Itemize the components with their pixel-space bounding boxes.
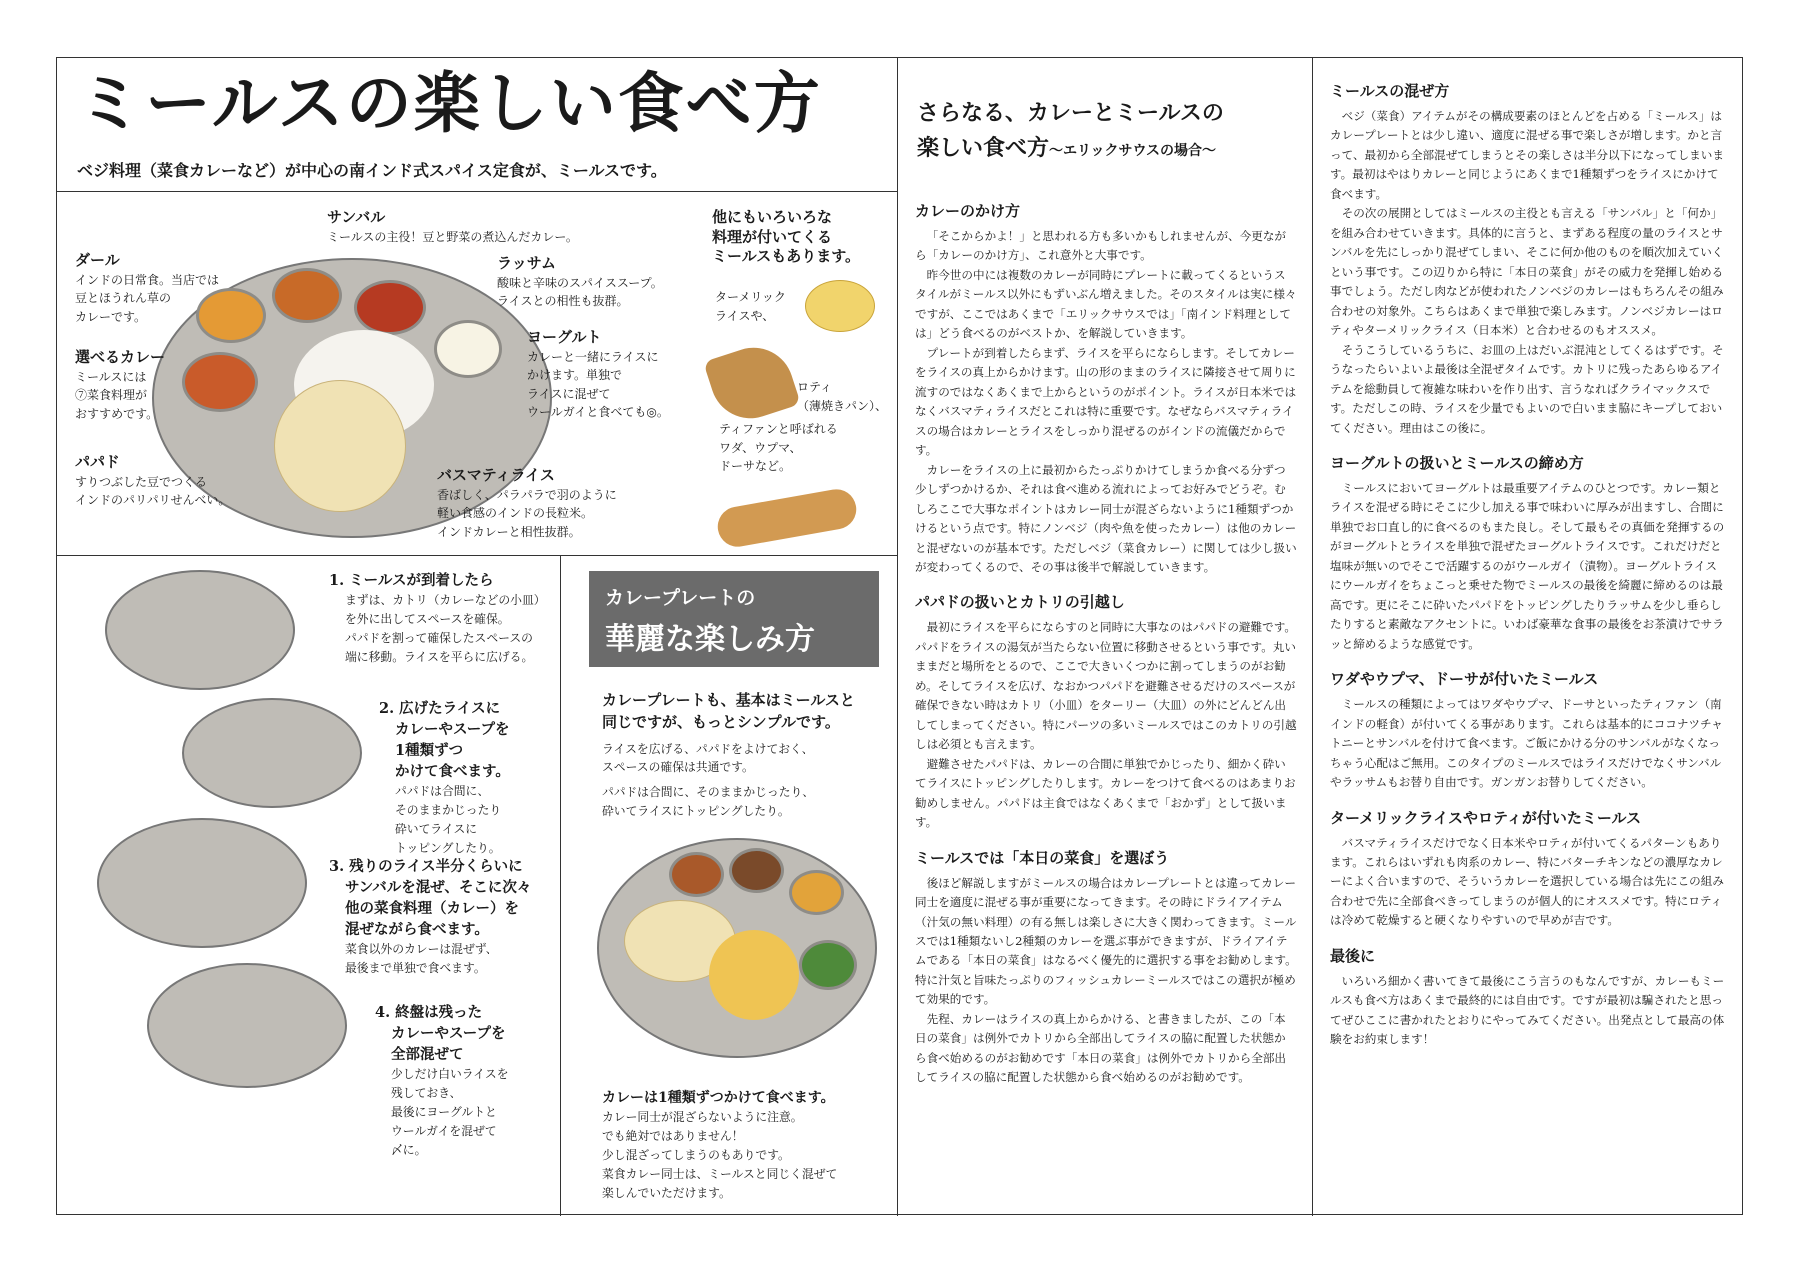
- paragraph: その次の展開としてはミールスの主役とも言える「サンバル」と「何か」を組み合わせていきます。具体的に言うと、まずある程度の量のライスとサンバルを先にしっかり混ぜてしまい、そこに何か他のものを順次加えていくという事です。この辺りから特に「本日の菜食」がその威力を発揮し始める事でしょう。ただし肉などが使われたノンベジのカレーはもちろんその組み合わせの対象外。こちらはあくまで単独で楽しみます。ノンベジカレーはロティやターメリックライス（日本米）と合わせるのもオススメ。: [1330, 206, 1724, 338]
- label-choose-line: ⑦菜食料理が: [75, 388, 148, 403]
- paragraph: バスマティライスだけでなく日本米やロティが付いてくるパターンもあります。これらはいずれも肉系のカレー、特にバターチキンなどの濃厚なカレーによく合いますので、そういうカレーを選択している場合は先にこの組み合わせで先に全部食べきってしまうのが個人的にオススメです。特にロティは冷めて乾燥すると硬くなりやすいので早めが吉です。: [1330, 835, 1724, 928]
- label-dal-line: 豆とほうれん草の: [75, 291, 172, 306]
- section-heading: ミールスの混ぜ方: [1330, 82, 1450, 100]
- curry-plate-illustration: [597, 838, 877, 1058]
- step-1: [329, 570, 546, 667]
- label-dal-line: インドの日常食。当店では: [75, 272, 220, 287]
- label-yogurt-line: カレーと一緒にライスに: [527, 349, 659, 364]
- paragraph: いろいろ細かく書いてきて最後にこう言うのもなんですが、カレーもミールスも食べ方はあくまで最終的には自由です。ですが最初は騙されたと思ってぜひここに書かれたとおりにやってみてください。出発点として最高の体験をお約束します！: [1330, 973, 1725, 1047]
- curry-lead-line: 同じですが、もっとシンプルです。: [602, 712, 840, 731]
- banner-line2: 華麗な楽しみ方: [605, 622, 815, 657]
- label-sambar: [327, 208, 578, 246]
- curry-bottom-heading: カレーは1種類ずつかけて食べます。: [602, 1090, 835, 1106]
- label-turmeric: [715, 288, 786, 325]
- section-heading: カレーのかけ方: [915, 202, 1021, 220]
- step-4: [375, 1002, 509, 1159]
- label-roti: [797, 378, 887, 415]
- plate-curry-bowl: [729, 848, 784, 893]
- label-basmati-line: 軽い食感のインドの長粒米。: [437, 506, 594, 521]
- curry-bottom-line: 菜食カレー同士は、ミールスと同じく混ぜて: [602, 1166, 838, 1181]
- curry-bowl: [182, 352, 258, 412]
- label-sambar-text: ミールスの主役！豆と野菜の煮込んだカレー。: [327, 229, 578, 244]
- paragraph: 最初にライスを平らにならすのと同時に大事なのはパパドの避難です。パパドをライスの湯気が当たらない位置に移動させるという事です。丸いままだと場所をとるので、ここで大きいくつかに割ってしまうのがお勧め。そしてライスを広げ、なおかつパパドを避難させるだけのスペースが確保できない時はカトリ（小皿）をターリー（大皿）の外にどんどん出してしまってください。特にパーツの多いミールスではこのカトリの引越しは必須とも言えます。: [915, 620, 1297, 752]
- curry-plate-intro: [602, 690, 887, 821]
- divider-center: [897, 58, 898, 1216]
- rasam-bowl: [354, 280, 426, 335]
- step-4-line: ウールガイを混ぜて: [391, 1123, 497, 1138]
- turmeric-line: ライスや、: [715, 308, 775, 323]
- paragraph: 「そこからかよ！」と思われる方も多いかもしれませんが、今更ながら「カレーのかけ方」、これ意外と大事です。: [915, 229, 1287, 263]
- label-dal-heading: ダール: [75, 251, 120, 269]
- step-4-heading: カレーやスープを: [391, 1025, 506, 1043]
- curry-bottom-line: でも絶対ではありません！: [602, 1129, 744, 1144]
- label-choose-line: おすすめです。: [75, 406, 159, 421]
- label-choose-line: ミールスには: [75, 369, 147, 384]
- paragraph: ミールスにおいてヨーグルトは最重要アイテムのひとつです。カレー類とライスを混ぜる時にそこに少し加える事で味わいに厚みが出ますし、合間に単独でお口直し的に食べるのもまた良し。そして最もその真価を発揮するのがヨーグルトとライスを単独で混ぜたヨーグルトライスです。これだけだと塩味が無いのでそこで活躍するのがウールガイ（漬物）。ヨーグルトライスにウールガイをちょこっと乗せた物でミールスの最後を綺麗に締めるのは最高です。更にそこに砕いたパパドをトッピングしたりラッサムを少し垂らしたりすると素敵なアクセントに。いわば豪華な食事の最後をお茶漬けでサラッと締めるような感覚です。: [1330, 480, 1725, 651]
- step-2-heading: カレーやスープを: [395, 721, 510, 739]
- paragraph: ベジ（菜食）アイテムがその構成要素のほとんどを占める「ミールス」はカレープレートとは少し違い、適度に混ぜる事で楽しさが増します。かと言って、最初から全部混ぜてしまうとその楽しさは半分以下になってしまいます。最初はやはりカレーと同じようにあくまで1種類ずつをライスにかけて食べます。: [1330, 109, 1724, 201]
- paragraph: カレーをライスの上に最初からたっぷりかけてしまうか食べる分ずつ少しずつかけるか、それは食べ進める流れによってお好みでどうぞ。むしろここで大事なポイントはカレー同士が混ざらないように1種類ずつかけるという点です。特にノンベジ（肉や魚を使ったカレー）は他のカレーと混ぜないのが基本です。ただしベジ（菜食カレー）に関しては少し扱いが変わってくるので、その事は後半で解説していきます。: [915, 462, 1297, 574]
- banner-line1: カレープレートの: [605, 587, 756, 609]
- section-heading: パパドの扱いとカトリの引越し: [915, 593, 1125, 612]
- step1-illustration: [105, 570, 295, 690]
- step-4-heading: 4. 終盤は残った: [375, 1004, 483, 1021]
- curry-plate-banner: [589, 571, 879, 667]
- curry-lead-line: カレープレートも、基本はミールスと: [602, 691, 855, 709]
- divider-title: [57, 191, 897, 192]
- right-title-sub: ～エリックサウスの場合～: [1049, 143, 1217, 160]
- step-2-line: トッピングしたり。: [395, 840, 501, 855]
- step4-illustration: [147, 963, 347, 1088]
- label-basmati-line: インドカレーと相性抜群。: [437, 524, 581, 539]
- curry-t2-line: パパドは合間に、そのままかじったり、: [602, 785, 815, 800]
- tiffin-line: ワダ、ウプマ、: [719, 440, 802, 455]
- turmeric-rice-illustration: [805, 280, 875, 332]
- label-rasam: [497, 254, 663, 311]
- papad-disc: [274, 380, 406, 512]
- curry-t1-line: ライスを広げる、パパドをよけておく、: [602, 741, 814, 756]
- article-column-2: [1330, 66, 1726, 1050]
- label-rasam-heading: ラッサム: [497, 254, 556, 272]
- step-4-line: 少しだけ白いライスを: [391, 1067, 509, 1082]
- step-3-heading: 3. 残りのライス半分くらいに: [329, 858, 523, 875]
- step-3-heading: 他の菜食料理（カレー）を: [345, 900, 519, 918]
- step2-illustration: [182, 698, 362, 808]
- step-1-line: を外に出してスペースを確保。: [345, 611, 510, 626]
- label-basmati-line: 香ばしく、パラパラで羽のように: [437, 487, 617, 502]
- label-choose-curry: [75, 348, 165, 423]
- label-papad: [75, 453, 230, 510]
- step3-illustration: [97, 818, 307, 948]
- label-choose-heading: 選べるカレー: [75, 348, 166, 366]
- step-4-line: 最後にヨーグルトと: [391, 1104, 497, 1119]
- label-papad-line: インドのパリパリせんべい。: [75, 493, 231, 508]
- section-heading: ワダやウプマ、ドーサが付いたミールス: [1330, 670, 1599, 689]
- plate-curry-bowl: [669, 852, 724, 897]
- label-dal: [75, 251, 219, 326]
- others-heading-line: ミールスもあります。: [712, 247, 861, 265]
- label-yogurt-line: かけます。単独で: [527, 368, 623, 383]
- step-2-heading: かけて食べます。: [395, 763, 510, 781]
- section-heading: ミールスでは「本日の菜食」を選ぼう: [915, 848, 1170, 867]
- right-title-line1: さらなる、カレーとミールスの: [917, 100, 1224, 126]
- label-basmati-heading: バスマティライス: [437, 466, 555, 484]
- label-other-items: [712, 208, 860, 267]
- right-title-line2: 楽しい食べ方: [917, 135, 1050, 162]
- yogurt-bowl: [434, 320, 502, 378]
- turmeric-line: ターメリック: [715, 290, 786, 304]
- curry-bottom-line: カレー同士が混ざらないように注意。: [602, 1110, 803, 1125]
- step-2-line: 砕いてライスに: [395, 821, 478, 836]
- paragraph: 昨今世の中には複数のカレーが同時にプレートに載ってくるというスタイルがミールス以外にもずいぶん増えました。そのスタイルは実に様々ですが、ここではあくまで「エリックサウスでは」「南インド料理としては」どう食べるのがベストか、を解説していきます。: [915, 267, 1297, 341]
- paragraph: 避難させたパパドは、カレーの合間に単独でかじったり、細かく砕いてライスにトッピングしたりします。カレーをつけて食べるのはあまりお勧めしません。パパドは主食ではなくあくまで「おかず」として扱います。: [915, 756, 1296, 830]
- step-2-line: そのままかじったり: [395, 802, 502, 817]
- label-rasam-line: 酸味と辛味のスパイススープ。: [497, 275, 663, 290]
- section-heading: 最後に: [1330, 946, 1376, 965]
- step-4-line: 〆に。: [391, 1142, 427, 1157]
- step-2-line: パパドは合間に、: [395, 784, 490, 799]
- step-3: [329, 856, 531, 978]
- paragraph: プレートが到着したらまず、ライスを平らにならします。そしてカレーをライスの真上からかけます。山の形のままのライスに隣接させて周りに流すのではなくあくまで上からというのがポイント。ライスが日本米ではなくバスマティライスだとこれは特に重要です。なぜならバスマティライスの場合はカレーとライスをしっかり混ぜるのがインドの流儀だからです。: [915, 345, 1297, 458]
- curry-t2-line: 砕いてライスにトッピングしたり。: [602, 804, 790, 819]
- step-1-line: まずは、カトリ（カレーなどの小皿）: [345, 593, 546, 608]
- label-dal-line: カレーです。: [75, 309, 147, 324]
- paragraph: 後ほど解説しますがミールスの場合はカレープレートとは違ってカレー同士を適度に混ぜる事が重要になってきます。その時にドライアイテム（汁気の無い料理）の有る無しは楽しさに大きく関わってきます。ミールスでは1種類ないし2種類のカレーを選ぶ事ができますが、ドライアイテムである「本日の菜食」はなるべく優先的に選択する事をお勧めします。特に汁気と旨味たっぷりのフィッシュカレーミールスではこの選択が極めて効果的です。: [915, 875, 1297, 1007]
- step-3-line: 菜食以外のカレーは混ぜず、: [345, 942, 498, 957]
- label-papad-line: すりつぶした豆でつくる: [75, 474, 208, 489]
- step-3-line: 最後まで単独で食べます。: [345, 960, 486, 975]
- curry-bottom-line: 楽しんでいただけます。: [602, 1185, 731, 1200]
- article-column-1: [915, 186, 1297, 1088]
- page-title: ミールスの楽しい食べ方: [77, 64, 822, 142]
- step-4-line: 残しておき、: [391, 1085, 462, 1100]
- divider-middle: [57, 555, 897, 556]
- plate-pickle-bowl: [799, 940, 857, 990]
- label-yogurt-line: ウールガイと食べても◎。: [527, 405, 669, 420]
- paragraph: そうこうしているうちに、お皿の上はだいぶ混沌としてくるはずです。そうなったらいよいよ最後は全混ぜタイムです。カトリに残ったあらゆるアイテムを総動員して複雑な味わいを作り出す、言うなればクライマックスです。ただしこの時、ライスを少量でもよいので白いまま脇にキープしておいてください。理由はこの後に。: [1330, 342, 1724, 435]
- others-heading-line: 料理が付いてくる: [712, 227, 833, 246]
- step-2-heading: 2. 広げたライスに: [379, 700, 501, 717]
- label-basmati: [437, 466, 617, 541]
- curry-bottom-line: 少し混ざってしまうのもありです。: [602, 1148, 790, 1163]
- label-yogurt: [527, 328, 669, 422]
- label-yogurt-line: ライスに混ぜて: [527, 386, 611, 401]
- step-4-heading: 全部混ぜて: [391, 1046, 464, 1064]
- step-1-line: 端に移動。ライスを平らに広げる。: [345, 649, 534, 664]
- roti-line: ロティ: [797, 380, 833, 394]
- label-papad-heading: パパド: [75, 453, 120, 471]
- page-sheet: [56, 57, 1743, 1215]
- step-3-heading: 混ぜながら食べます。: [345, 921, 489, 939]
- paragraph: 先程、カレーはライスの真上からかける、と書きましたが、この「本日の菜食」は例外でカトリから全部出してライスの脇に配置した状態から食べ始めるのがお勧めです「本日の菜食」は例外でカトリから全部出してライスの脇に配置した状態から食べ始めるのがお勧めです。: [915, 1011, 1287, 1085]
- step-1-line: パパドを割って確保したスペースの: [345, 630, 533, 645]
- dosa-illustration: [715, 486, 860, 550]
- page-subtitle: ベジ料理（菜食カレーなど）が中心の南インド式スパイス定食が、ミールスです。: [77, 161, 667, 180]
- section-heading: ターメリックライスやロティが付いたミールス: [1330, 808, 1642, 827]
- plate-curry-bowl: [789, 870, 844, 915]
- section-heading: ヨーグルトの扱いとミールスの締め方: [1330, 453, 1584, 472]
- step-1-heading: 1. ミールスが到着したら: [329, 572, 494, 589]
- label-rasam-line: ライスとの相性も抜群。: [497, 294, 629, 309]
- step-2: [379, 698, 510, 858]
- label-sambar-heading: サンバル: [327, 208, 386, 226]
- others-heading-line: 他にもいろいろな: [712, 208, 833, 226]
- tiffin-line: ティファンと呼ばれる: [719, 422, 838, 436]
- right-title: [917, 96, 1224, 166]
- curry-t1-line: スペースの確保は共通です。: [602, 760, 754, 775]
- roti-line: （薄焼きパン）、: [797, 398, 888, 413]
- divider-plate: [560, 555, 561, 1216]
- label-yogurt-heading: ヨーグルト: [527, 328, 602, 346]
- curry-plate-bottom: [602, 1088, 892, 1203]
- tiffin-line: ドーサなど。: [719, 459, 792, 474]
- label-tiffin: [719, 420, 838, 476]
- sambar-bowl: [272, 268, 342, 323]
- step-3-heading: サンバルを混ぜ、そこに次々: [345, 879, 532, 897]
- plate-rice: [709, 930, 799, 1020]
- roti-illustration: [703, 337, 801, 428]
- paragraph: ミールスの種類によってはワダやウプマ、ドーサといったティファン（南インドの軽食）が付いてくる事があります。これらは基本的にココナツチャトニーとサンバルを付けて食べます。ご飯にかける分のサンバルがなくなっちゃう心配はご無用。このタイプのミールスではライスだけでなくサンバルやラッサムもお替り自由です。ガンガンお替りしてください。: [1330, 697, 1723, 790]
- divider-right: [1312, 58, 1313, 1216]
- step-2-heading: 1種類ずつ: [395, 742, 464, 760]
